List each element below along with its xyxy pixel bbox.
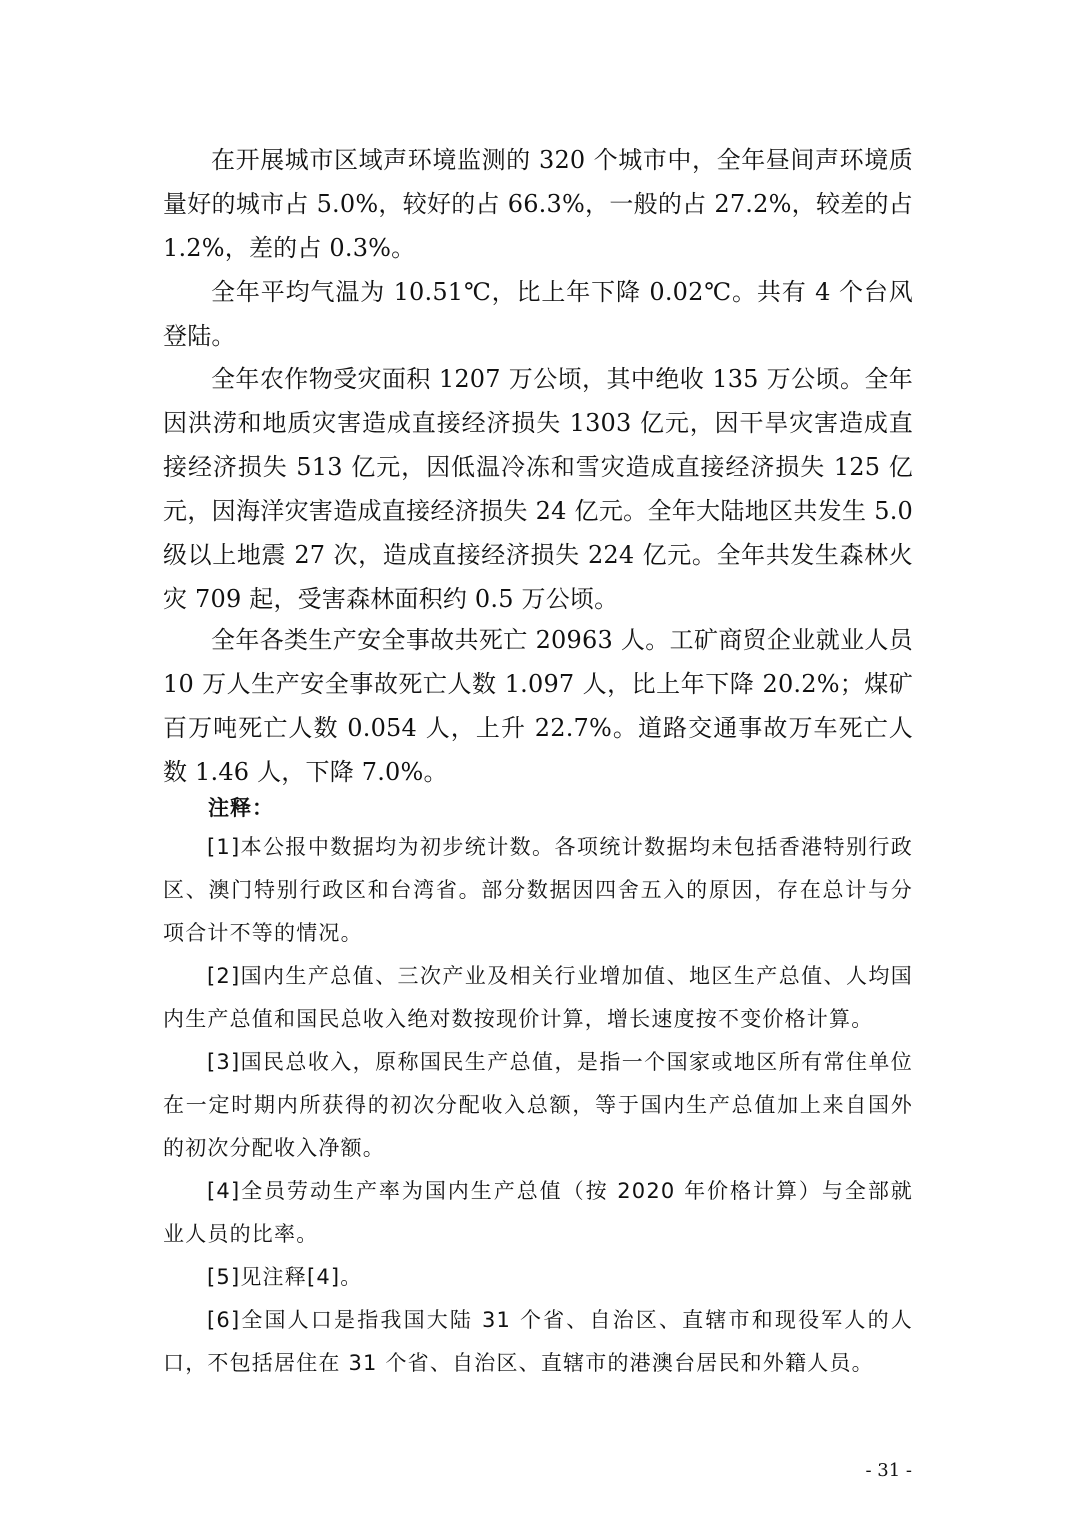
note-item-6: [6]全国人口是指我国大陆 31 个省、自治区、直辖市和现役军人的人口，不包括居住在 31 个省、自治区、直辖市的港澳台居民和外籍人员。 <box>163 1308 913 1375</box>
page-number: - 31 - <box>865 1460 912 1481</box>
note-item-4: [4]全员劳动生产率为国内生产总值（按 2020 年价格计算）与全部就业人员的比率。 <box>163 1179 913 1246</box>
note-item-5: [5]见注释[4]。 <box>207 1265 363 1289</box>
paragraph-noise-monitoring: 在开展城市区域声环境监测的 320 个城市中，全年昼间声环境质量好的城市占 5.0%，较好的占 66.3%，一般的占 27.2%，较差的占 1.2%，差的占 0.3%。 <box>163 146 913 262</box>
note-item-2: [2]国内生产总值、三次产业及相关行业增加值、地区生产总值、人均国内生产总值和国民总收入绝对数按现价计算，增长速度按不变价格计算。 <box>163 964 913 1031</box>
notes-title: 注释： <box>208 796 274 820</box>
paragraph-safety-accidents: 全年各类生产安全事故共死亡 20963 人。工矿商贸企业就业人员 10 万人生产安全事故死亡人数 1.097 人，比上年下降 20.2%；煤矿百万吨死亡人数 0.054 人，上升 22.7%。道路交通事故万车死亡人数 1.46 人，下降 7.0%。 <box>163 626 913 786</box>
notes-list <box>163 826 913 1385</box>
note-item-1: [1]本公报中数据均为初步统计数。各项统计数据均未包括香港特别行政区、澳门特别行政区和台湾省。部分数据因四舍五入的原因，存在总计与分项合计不等的情况。 <box>163 835 913 945</box>
note-item-3: [3]国民总收入，原称国民生产总值，是指一个国家或地区所有常住单位在一定时期内所获得的初次分配收入总额，等于国内生产总值加上来自国外的初次分配收入净额。 <box>163 1050 913 1160</box>
paragraph-temperature: 全年平均气温为 10.51℃，比上年下降 0.02℃。共有 4 个台风登陆。 <box>163 278 913 350</box>
paragraph-disasters: 全年农作物受灾面积 1207 万公顷，其中绝收 135 万公顷。全年因洪涝和地质灾害造成直接经济损失 1303 亿元，因干旱灾害造成直接经济损失 513 亿元，因低温冷冻和雪灾造成直接经济损失 125 亿元，因海洋灾害造成直接经济损失 24 亿元。全年大陆地区共发生 5.0 级以上地震 27 次，造成直接经济损失 224 亿元。全年共发生森林火灾 709 起，受害森林面积约 0.5 万公顷。 <box>163 365 913 613</box>
